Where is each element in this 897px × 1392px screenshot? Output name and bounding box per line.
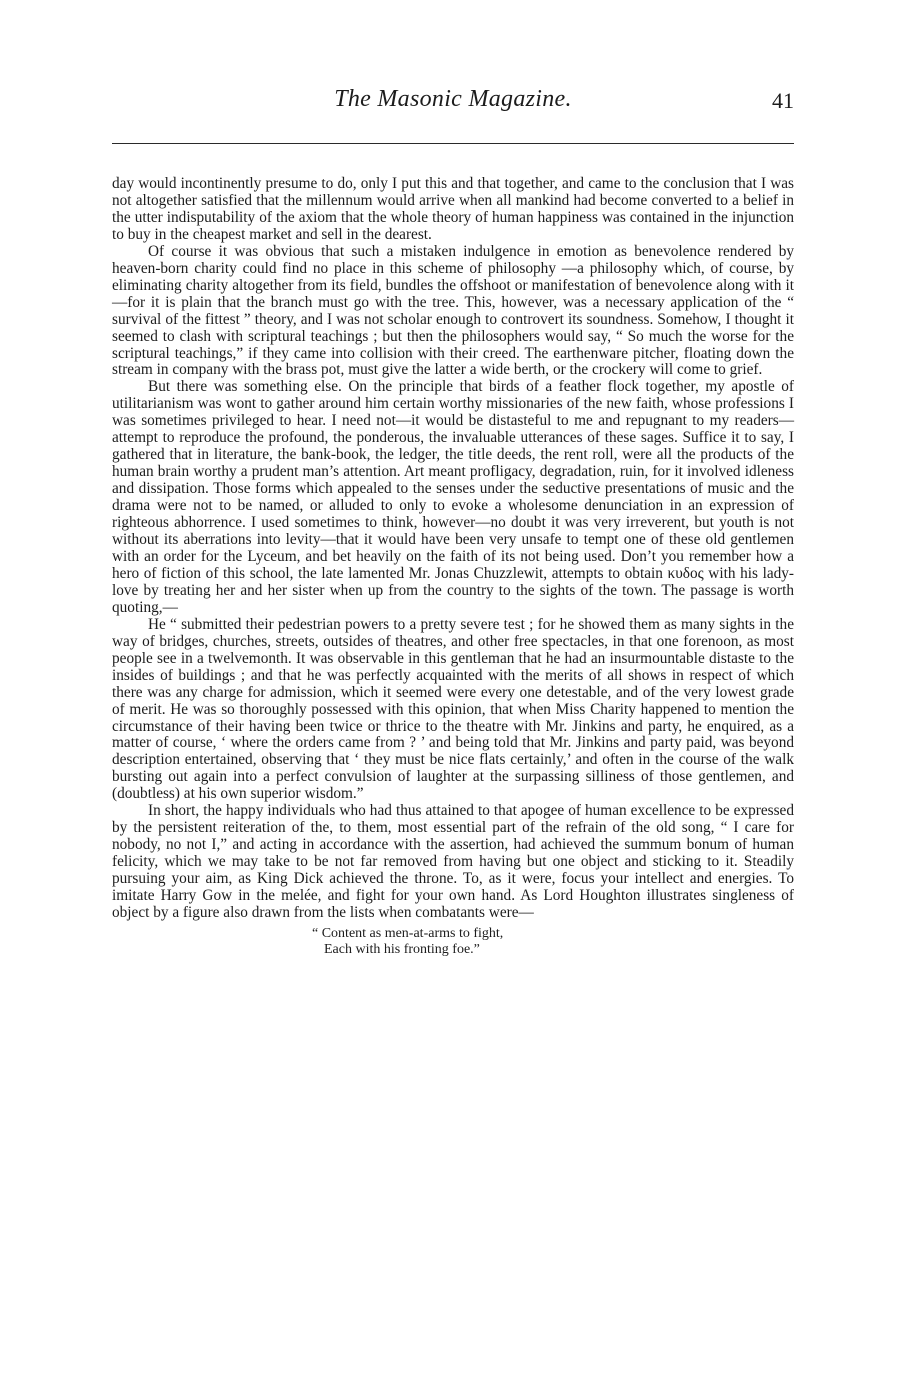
- running-title: The Masonic Magazine.: [334, 86, 572, 112]
- paragraph-4: He “ submitted their pedestrian powers to a pretty severe test ; for he showed them as many sights in the way of bridges, churches, streets, outsides of theatres, and other free spectacles, in that one forenoon, as most people see in a twelvemonth. It was observable in this gentleman that he had an insurmountable distaste to the insides of buildings ; and that he was perfectly acquainted with the merits of all shows in respect of which there was any charge for admission, which it seemed were every one detestable, and of the very lowest grade of merit. He was so thoroughly possessed with this opinion, that when Miss Charity happened to mention the circumstance of their having been twice or thrice to the theatre with Mr. Jinkins and party, he enquired, as a matter of course, ‘ where the orders came from ? ’ and being told that Mr. Jinkins and party paid, was beyond description entertained, observing that ‘ they must be nice flats certainly,’ and often in the course of the walk bursting out again into a perfect convulsion of laughter at the surpassing silliness of those gentlemen, and (doubtless) at his own superior wisdom.”: [112, 615, 794, 803]
- article-body: [112, 176, 794, 958]
- paragraph-1: day would incontinently presume to do, only I put this and that together, and came to the conclusion that I was not altogether satisfied that the millennum would arrive when all mankind had become converted to a belief in the utter indisputability of the axiom that the whole theory of human happiness was contained in the injunction to buy in the cheapest market and sell in the dearest.: [112, 175, 794, 243]
- verse-line-1: “ Content as men-at-arms to fight,: [312, 925, 504, 941]
- page-number: 41: [772, 88, 794, 113]
- verse-line-2: Each with his fronting foe.”: [324, 941, 480, 957]
- paragraph-5: In short, the happy individuals who had thus attained to that apogee of human excellence to be expressed by the persistent reiteration of the, to them, most essential part of the refrain of the old song, “ I care for nobody, no not I,” and acting in accordance with the assertion, had achieved the summum bonum of human felicity, which we may take to be not far removed from having but one object and sticking to it. Steadily pursuing your aim, as King Dick achieved the throne. To, as it were, focus your intellect and energies. To imitate Harry Gow in the melée, and fight for your own hand. As Lord Houghton illustrates singleness of object by a figure also drawn from the lists when combatants were—: [112, 802, 794, 921]
- header-rule: [112, 143, 794, 144]
- paragraph-3: But there was something else. On the principle that birds of a feather flock together, my apostle of utilitarianism was wont to gather around him certain worthy missionaries of the new faith, whose professions I was sometimes privileged to hear. I need not—it would be distasteful to me and repugnant to my readers—attempt to reproduce the profound, the ponderous, the invaluable utterances of these sages. Suffice it to say, I gathered that in literature, the bank-book, the ledger, the title deeds, the rent roll, were all the products of the human brain worthy a prudent man’s attention. Art meant profligacy, degradation, ruin, for it involved idleness and dissipation. Those forms which appealed to the senses under the seductive presentations of music and the drama were not to be named, or alluded to only to evoke a wholesome denunciation in an expression of righteous abhorrence. I used sometimes to think, however—no doubt it was very irreverent, but youth is not without its aberrations into levity—that it would have been very unsafe to tempt one of these old gentlemen with an order for the Lyceum, and bet heavily on the faith of its not being used. Don’t you remember how a hero of fiction of this school, the late lamented Mr. Jonas Chuzzlewit, attempts to obtain κυδος with his lady-love by treating her and her sister when up from the country to the sights of the town. The passage is worth quoting,—: [112, 378, 794, 616]
- verse-quotation: [312, 926, 794, 958]
- running-head: [112, 86, 794, 116]
- paragraph-2: Of course it was obvious that such a mistaken indulgence in emotion as benevolence rendered by heaven-born charity could find no place in this scheme of philosophy —a philosophy which, of course, by eliminating charity altogether from its field, bundles the offshoot or manifestation of benevolence along with it—for it is plain that the branch must go with the tree. This, however, was a necessary application of the “ survival of the fittest ” theory, and I was not scholar enough to controvert its soundness. Somehow, I thought it seemed to clash with scriptural teachings ; but then the philosophers would say, “ So much the worse for the scriptural teachings,” if they came into collision with their creed. The earthenware pitcher, floating down the stream in company with the brass pot, must give the latter a wide berth, or the crockery will come to grief.: [112, 242, 794, 379]
